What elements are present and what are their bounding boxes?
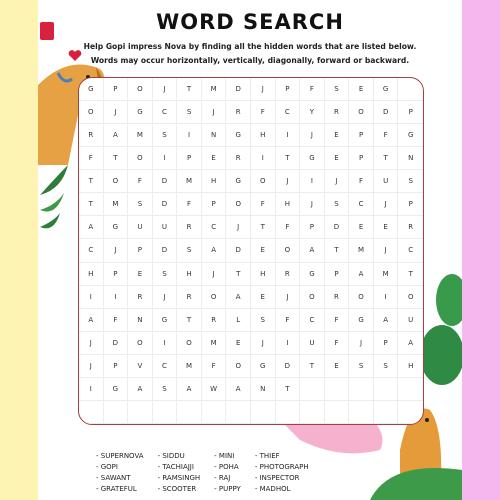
grid-cell[interactable]: I (177, 124, 202, 147)
grid-cell[interactable]: F (325, 309, 350, 332)
grid-cell[interactable]: F (202, 355, 227, 378)
word-column (255, 451, 309, 495)
grid-cell[interactable]: T (251, 216, 276, 239)
grid-cell[interactable]: S (128, 193, 153, 216)
grid-cell[interactable]: D (226, 78, 251, 101)
grid-cell[interactable]: O (349, 101, 374, 124)
grid-cell[interactable]: J (374, 193, 399, 216)
word-item: - PHOTOGRAPH (254, 463, 309, 471)
grid-cell[interactable]: P (104, 78, 129, 101)
grid-cell[interactable]: J (153, 286, 178, 309)
grid-cell[interactable]: A (349, 263, 374, 286)
grid-cell[interactable]: T (104, 147, 129, 170)
grid-cell[interactable]: F (177, 193, 202, 216)
grid-cell[interactable]: O (398, 286, 423, 309)
grid-cell[interactable]: J (325, 170, 350, 193)
grid-cell[interactable]: D (104, 332, 129, 355)
grid-cell[interactable]: D (374, 101, 399, 124)
grid-cell[interactable]: H (177, 263, 202, 286)
grid-cell[interactable]: G (300, 147, 325, 170)
grid-cell[interactable]: P (300, 216, 325, 239)
grid-cell[interactable] (300, 401, 325, 424)
grid-cell[interactable]: C (79, 239, 104, 262)
grid-cell[interactable]: R (79, 124, 104, 147)
grid-cell[interactable]: I (251, 147, 276, 170)
grid-cell[interactable]: M (202, 78, 227, 101)
grid-cell[interactable] (128, 401, 153, 424)
grid-cell[interactable]: S (153, 124, 178, 147)
grid-cell[interactable]: P (398, 193, 423, 216)
grid-cell[interactable]: A (374, 309, 399, 332)
word-item: - TACHIAJJI (157, 463, 194, 471)
grid-cell[interactable]: E (251, 239, 276, 262)
grid-cell[interactable]: T (79, 193, 104, 216)
grid-cell[interactable]: S (177, 239, 202, 262)
grid-cell[interactable]: A (177, 378, 202, 401)
grid-cell[interactable]: O (276, 239, 301, 262)
grid-cell[interactable]: U (128, 216, 153, 239)
grid-cell[interactable] (251, 401, 276, 424)
grid-cell[interactable] (325, 401, 350, 424)
grid-cell[interactable]: P (128, 239, 153, 262)
grid-cell[interactable] (153, 401, 178, 424)
grid-cell[interactable]: R (325, 286, 350, 309)
word-column (96, 451, 144, 495)
grid-cell[interactable]: I (276, 124, 301, 147)
grid-cell[interactable]: J (276, 170, 301, 193)
grid-cell[interactable]: E (202, 147, 227, 170)
grid-cell[interactable]: U (300, 332, 325, 355)
grid-cell[interactable]: J (251, 332, 276, 355)
grid-cell[interactable]: G (251, 355, 276, 378)
grid-cell[interactable]: M (177, 355, 202, 378)
grid-cell[interactable]: D (276, 355, 301, 378)
grid-cell[interactable]: P (349, 147, 374, 170)
grid-cell[interactable]: H (398, 355, 423, 378)
word-item: - SCOOTER (157, 485, 197, 493)
grid-cell[interactable]: C (153, 101, 178, 124)
grid-cell[interactable]: G (128, 101, 153, 124)
grid-cell[interactable]: R (226, 147, 251, 170)
grid-cell[interactable] (398, 401, 423, 424)
grid-cell[interactable]: A (79, 309, 104, 332)
grid-cell[interactable]: U (374, 170, 399, 193)
grid-cell[interactable]: J (251, 78, 276, 101)
grid-cell[interactable]: O (349, 286, 374, 309)
grid-cell[interactable]: O (177, 332, 202, 355)
grid-cell[interactable]: D (153, 170, 178, 193)
grid-cell[interactable]: G (153, 309, 178, 332)
grid-cell[interactable]: G (104, 216, 129, 239)
grid-cell[interactable]: R (128, 286, 153, 309)
grid-cell[interactable]: O (202, 286, 227, 309)
leaf-illustration (38, 165, 78, 235)
word-item: - INSPECTOR (254, 474, 300, 482)
grid-cell[interactable]: I (153, 332, 178, 355)
grid-cell[interactable]: I (276, 332, 301, 355)
grid-cell[interactable]: S (398, 170, 423, 193)
grid-cell[interactable]: G (104, 378, 129, 401)
grid-cell[interactable]: E (325, 147, 350, 170)
grid-cell[interactable]: T (374, 147, 399, 170)
left-color-strip (0, 0, 38, 500)
grid-cell[interactable]: T (276, 147, 301, 170)
grid-cell[interactable] (276, 401, 301, 424)
grid-cell[interactable]: C (202, 216, 227, 239)
grid-cell[interactable]: D (153, 193, 178, 216)
word-item: - PUPPY (214, 485, 241, 493)
grid-cell[interactable]: A (398, 332, 423, 355)
grid-cell[interactable]: F (276, 216, 301, 239)
grid-cell[interactable]: A (128, 378, 153, 401)
grid-cell[interactable]: F (79, 147, 104, 170)
grid-cell[interactable]: G (226, 170, 251, 193)
grid-cell[interactable] (177, 401, 202, 424)
grid-cell[interactable]: J (300, 124, 325, 147)
grid-cell[interactable]: H (202, 170, 227, 193)
grid-cell[interactable]: M (177, 170, 202, 193)
grid-cell[interactable]: G (79, 78, 104, 101)
grid-cell[interactable]: O (300, 286, 325, 309)
grid-cell[interactable]: M (104, 193, 129, 216)
grid-cell[interactable]: C (398, 239, 423, 262)
grid-cell[interactable]: F (251, 193, 276, 216)
grid-cell[interactable]: V (128, 355, 153, 378)
grid-cell[interactable]: E (374, 216, 399, 239)
grid-cell[interactable]: N (128, 309, 153, 332)
grid-cell[interactable]: T (226, 263, 251, 286)
grid-cell[interactable]: R (177, 286, 202, 309)
grid-cell[interactable]: S (177, 101, 202, 124)
grid-cell[interactable] (349, 378, 374, 401)
grid-cell[interactable] (398, 378, 423, 401)
grid-cell[interactable] (349, 401, 374, 424)
grid-cell[interactable]: J (202, 263, 227, 286)
grid-cell[interactable]: A (79, 216, 104, 239)
grid-cell[interactable] (374, 378, 399, 401)
word-item: - SUPERNOVA (96, 452, 144, 460)
word-column (158, 451, 201, 495)
grid-cell[interactable]: J (153, 78, 178, 101)
grid-cell[interactable]: D (226, 239, 251, 262)
instruction-line: Words may occur horizontally, vertically, diagonally, forward or backward. (90, 56, 410, 65)
letter-grid (79, 78, 423, 424)
grid-cell[interactable]: J (300, 193, 325, 216)
grid-cell[interactable]: S (374, 355, 399, 378)
grid-cell[interactable]: H (251, 124, 276, 147)
grid-cell[interactable]: R (202, 309, 227, 332)
grid-cell[interactable]: F (374, 124, 399, 147)
grid-cell[interactable]: A (226, 378, 251, 401)
grid-cell[interactable]: J (79, 332, 104, 355)
word-item: - MINI (214, 452, 235, 460)
word-item: - SAWANT (96, 474, 131, 482)
grid-cell[interactable]: E (349, 78, 374, 101)
grid-cell[interactable]: J (276, 286, 301, 309)
grid-cell[interactable]: W (202, 378, 227, 401)
grid-cell[interactable]: L (226, 309, 251, 332)
grid-cell[interactable]: F (325, 332, 350, 355)
grid-cell[interactable]: E (251, 286, 276, 309)
grid-cell[interactable]: F (300, 78, 325, 101)
grid-cell[interactable]: H (276, 193, 301, 216)
grid-cell[interactable]: J (202, 101, 227, 124)
grid-cell[interactable]: I (79, 378, 104, 401)
grid-cell[interactable]: R (276, 263, 301, 286)
grid-cell[interactable]: S (325, 78, 350, 101)
grid-cell[interactable]: T (79, 170, 104, 193)
grid-cell[interactable]: M (374, 263, 399, 286)
grid-cell[interactable]: F (349, 170, 374, 193)
grid-cell[interactable]: G (300, 263, 325, 286)
grid-cell[interactable]: M (202, 332, 227, 355)
grid-cell[interactable]: O (226, 355, 251, 378)
grid-cell[interactable]: R (226, 101, 251, 124)
grid-cell[interactable]: G (374, 78, 399, 101)
grid-cell[interactable] (325, 378, 350, 401)
grid-cell[interactable]: J (349, 332, 374, 355)
grid-cell[interactable]: E (325, 124, 350, 147)
grid-cell[interactable]: P (325, 263, 350, 286)
word-item: - THIEF (254, 452, 280, 460)
grid-cell[interactable]: O (104, 170, 129, 193)
grid-cell[interactable]: R (398, 216, 423, 239)
grid-cell[interactable]: U (398, 309, 423, 332)
word-item: - RAMSINGH (157, 474, 201, 482)
grid-cell[interactable]: E (128, 263, 153, 286)
grid-cell[interactable]: S (153, 378, 178, 401)
grid-cell[interactable]: T (300, 355, 325, 378)
grid-cell[interactable]: O (128, 78, 153, 101)
grid-cell[interactable]: J (226, 216, 251, 239)
grid-cell[interactable]: O (226, 193, 251, 216)
grid-cell[interactable]: A (104, 124, 129, 147)
grid-cell[interactable]: P (276, 78, 301, 101)
grid-cell[interactable]: T (177, 78, 202, 101)
grid-cell[interactable]: T (276, 378, 301, 401)
grid-cell[interactable]: J (104, 239, 129, 262)
grid-cell[interactable]: N (202, 124, 227, 147)
word-item: - RAJ (214, 474, 231, 482)
grid-cell[interactable]: I (79, 286, 104, 309)
word-item: - GOPI (96, 463, 118, 471)
grid-cell[interactable]: P (374, 332, 399, 355)
grid-cell[interactable]: U (153, 216, 178, 239)
grid-cell[interactable]: O (128, 147, 153, 170)
grid-cell[interactable]: H (251, 263, 276, 286)
word-list (96, 451, 309, 495)
grid-cell[interactable] (79, 401, 104, 424)
instruction-line: Help Gopi impress Nova by finding all the hidden words that are listed below. (83, 42, 417, 51)
word-item: - POHA (214, 463, 239, 471)
grid-cell[interactable]: P (104, 263, 129, 286)
grid-cell[interactable]: E (325, 355, 350, 378)
grid-cell[interactable]: N (398, 147, 423, 170)
word-item: - MADHOL (254, 485, 291, 493)
grid-cell[interactable]: T (325, 239, 350, 262)
page-title: WORD SEARCH (156, 10, 344, 34)
grid-cell[interactable]: O (79, 101, 104, 124)
grid-cell[interactable]: S (251, 309, 276, 332)
grid-cell[interactable] (104, 401, 129, 424)
grid-cell[interactable] (398, 78, 423, 101)
grid-cell[interactable]: P (104, 355, 129, 378)
grid-cell[interactable]: M (349, 239, 374, 262)
grid-cell[interactable]: A (202, 239, 227, 262)
grid-cell[interactable]: A (300, 239, 325, 262)
grid-cell[interactable]: I (374, 286, 399, 309)
grid-cell[interactable]: D (153, 239, 178, 262)
grid-cell[interactable] (374, 401, 399, 424)
grid-cell[interactable]: D (325, 216, 350, 239)
grid-cell[interactable]: R (177, 216, 202, 239)
grid-cell[interactable]: F (276, 309, 301, 332)
grid-cell[interactable]: S (325, 193, 350, 216)
grid-cell[interactable]: E (226, 332, 251, 355)
grid-cell[interactable]: C (153, 355, 178, 378)
grid-cell[interactable]: P (177, 147, 202, 170)
grid-cell[interactable]: F (104, 309, 129, 332)
grid-cell[interactable]: C (276, 101, 301, 124)
grid-cell[interactable]: S (153, 263, 178, 286)
instructions (80, 40, 420, 68)
grid-cell[interactable]: P (349, 124, 374, 147)
grid-cell[interactable]: I (300, 170, 325, 193)
grid-cell[interactable]: R (325, 101, 350, 124)
grid-cell[interactable]: Y (300, 101, 325, 124)
grid-cell[interactable]: G (349, 309, 374, 332)
grid-cell[interactable]: P (202, 193, 227, 216)
word-item: - SIDDU (157, 452, 185, 460)
grid-cell[interactable]: T (177, 309, 202, 332)
grid-cell[interactable]: G (398, 124, 423, 147)
word-column (214, 451, 241, 495)
grid-cell[interactable]: G (226, 124, 251, 147)
grid-cell[interactable]: N (251, 378, 276, 401)
word-item: - GRATEFUL (96, 485, 137, 493)
grid-cell[interactable]: P (398, 101, 423, 124)
grid-cell[interactable] (300, 378, 325, 401)
grid-cell[interactable]: I (104, 286, 129, 309)
grid-cell[interactable]: S (349, 355, 374, 378)
grid-cell[interactable] (226, 401, 251, 424)
grid-cell[interactable]: T (398, 263, 423, 286)
grid-cell[interactable]: C (349, 193, 374, 216)
grid-cell[interactable]: O (128, 332, 153, 355)
grid-cell[interactable] (202, 401, 227, 424)
right-color-strip (462, 0, 500, 500)
word-search-grid (78, 77, 424, 425)
grid-cell[interactable]: C (300, 309, 325, 332)
grid-cell[interactable]: J (79, 355, 104, 378)
grid-cell[interactable]: F (251, 101, 276, 124)
grid-cell[interactable]: H (79, 263, 104, 286)
grid-cell[interactable]: I (153, 147, 178, 170)
grid-cell[interactable]: J (104, 101, 129, 124)
grid-cell[interactable]: A (226, 286, 251, 309)
grid-cell[interactable]: F (128, 170, 153, 193)
grid-cell[interactable]: M (128, 124, 153, 147)
grid-cell[interactable]: E (349, 216, 374, 239)
grid-cell[interactable]: O (251, 170, 276, 193)
grid-cell[interactable]: J (374, 239, 399, 262)
